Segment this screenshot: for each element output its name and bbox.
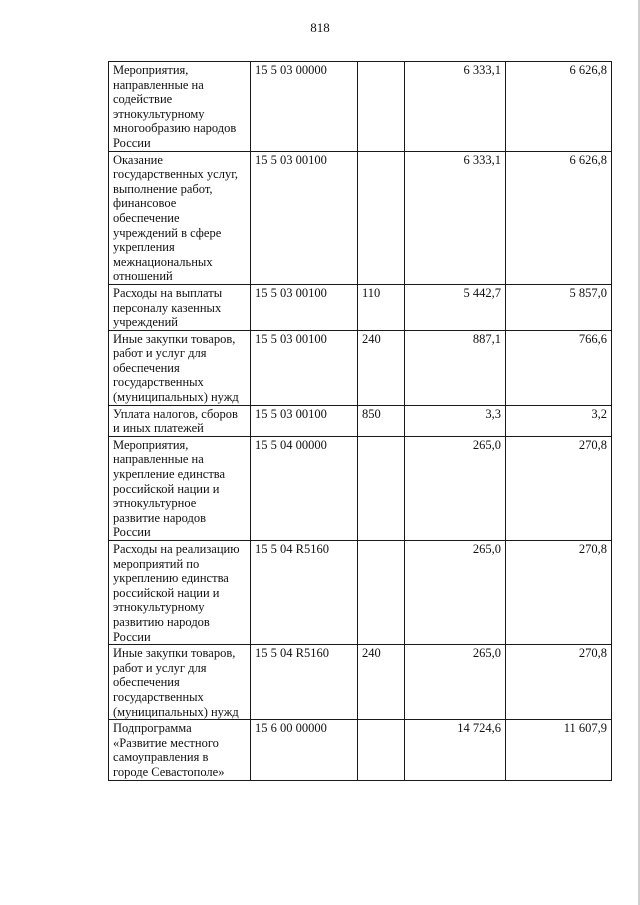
table-row xyxy=(109,62,612,152)
budget-table xyxy=(108,61,612,781)
row-name-line: Иные закупки товаров, xyxy=(113,331,236,346)
row-name-line: развитию народов xyxy=(113,614,210,629)
row-year2-value: 5 857,0 xyxy=(506,284,612,330)
row-name-line: Уплата налогов, сборов xyxy=(113,406,238,421)
row-year1-value: 265,0 xyxy=(405,436,506,540)
table-row xyxy=(109,405,612,436)
row-csr-cell: 15 5 03 00100 xyxy=(251,284,358,330)
row-name-line: российской нации и xyxy=(113,585,220,600)
row-csr-cell: 15 5 03 00100 xyxy=(251,151,358,284)
row-name-line: Иные закупки товаров, xyxy=(113,646,236,661)
row-year1-value: 14 724,6 xyxy=(405,720,506,780)
table-row xyxy=(109,645,612,720)
row-name-line: финансовое xyxy=(113,196,177,211)
row-name-cell xyxy=(109,62,251,152)
row-name-line: межнациональных xyxy=(113,254,213,269)
row-name-line: многообразию народов xyxy=(113,121,237,136)
row-name-cell xyxy=(109,330,251,405)
row-csr-cell: 15 5 03 00100 xyxy=(251,330,358,405)
row-name-line: Расходы на реализацию xyxy=(113,542,240,556)
row-name-line: Подпрограмма xyxy=(113,721,192,736)
row-name-line: самоуправления в xyxy=(113,750,209,765)
row-csr-cell: 15 5 03 00100 xyxy=(251,405,358,436)
row-vr-cell: 240 xyxy=(358,330,405,405)
row-vr-cell xyxy=(358,436,405,540)
row-name-line: обеспечения xyxy=(113,675,180,690)
row-name-line: содействие xyxy=(113,92,173,107)
row-name-line: (муниципальных) нужд xyxy=(113,704,239,719)
row-year1-value: 3,3 xyxy=(405,405,506,436)
row-name-line: отношений xyxy=(113,269,173,284)
row-name-line: развитие народов xyxy=(113,510,207,525)
row-name-line: этнокультурному xyxy=(113,600,205,615)
row-name-cell xyxy=(109,645,251,720)
row-name-line: Мероприятия, xyxy=(113,437,189,452)
row-name-line: направленные на xyxy=(113,452,204,467)
row-year1-value: 6 333,1 xyxy=(405,151,506,284)
row-name-line: государственных xyxy=(113,375,204,390)
row-name-line: Оказание xyxy=(113,152,163,167)
row-name-line: укреплению единства xyxy=(113,571,229,586)
table-row xyxy=(109,284,612,330)
row-vr-cell xyxy=(358,62,405,152)
row-vr-cell: 110 xyxy=(358,284,405,330)
row-name-cell xyxy=(109,436,251,540)
row-year1-value: 5 442,7 xyxy=(405,284,506,330)
row-csr-cell: 15 5 03 00000 xyxy=(251,62,358,152)
row-vr-cell xyxy=(358,151,405,284)
row-csr-cell: 15 5 04 00000 xyxy=(251,436,358,540)
row-name-line: российской нации и xyxy=(113,481,220,496)
budget-table-body xyxy=(109,62,612,781)
row-name-line: России xyxy=(113,629,151,644)
row-name-line: Мероприятия, xyxy=(113,63,189,77)
row-year1-value: 6 333,1 xyxy=(405,62,506,152)
row-name-line: России xyxy=(113,135,151,150)
table-row xyxy=(109,436,612,540)
row-csr-cell: 15 5 04 R5160 xyxy=(251,645,358,720)
row-csr-cell: 15 6 00 00000 xyxy=(251,720,358,780)
row-year2-value: 766,6 xyxy=(506,330,612,405)
row-year2-value: 6 626,8 xyxy=(506,62,612,152)
row-name-line: персоналу казенных xyxy=(113,300,222,315)
row-name-line: Расходы на выплаты xyxy=(113,285,223,300)
row-name-line: обеспечение xyxy=(113,210,180,225)
row-year2-value: 270,8 xyxy=(506,541,612,645)
row-name-line: укрепления xyxy=(113,240,175,255)
row-vr-cell xyxy=(358,541,405,645)
row-name-line: выполнение работ, xyxy=(113,181,213,196)
row-vr-cell xyxy=(358,720,405,780)
row-name-line: городе Севастополе» xyxy=(113,764,225,779)
row-name-line: учреждений xyxy=(113,315,178,330)
row-name-line: государственных услуг, xyxy=(113,167,239,182)
row-csr-cell: 15 5 04 R5160 xyxy=(251,541,358,645)
row-year2-value: 3,2 xyxy=(506,405,612,436)
table-row xyxy=(109,541,612,645)
row-name-cell xyxy=(109,720,251,780)
row-name-line: России xyxy=(113,525,151,540)
row-name-line: государственных xyxy=(113,689,204,704)
table-row xyxy=(109,151,612,284)
row-vr-cell: 850 xyxy=(358,405,405,436)
row-name-line: этнокультурному xyxy=(113,106,205,121)
row-year2-value: 11 607,9 xyxy=(506,720,612,780)
row-name-line: мероприятий по xyxy=(113,556,200,571)
row-name-line: работ и услуг для xyxy=(113,346,207,361)
row-name-line: работ и услуг для xyxy=(113,660,207,675)
row-name-cell xyxy=(109,541,251,645)
row-name-line: (муниципальных) нужд xyxy=(113,390,239,405)
row-name-line: и иных платежей xyxy=(113,421,204,436)
row-name-cell xyxy=(109,284,251,330)
row-year2-value: 270,8 xyxy=(506,645,612,720)
row-name-line: этнокультурное xyxy=(113,496,197,511)
row-year2-value: 6 626,8 xyxy=(506,151,612,284)
row-year2-value: 270,8 xyxy=(506,436,612,540)
table-row xyxy=(109,330,612,405)
row-vr-cell: 240 xyxy=(358,645,405,720)
row-name-line: обеспечения xyxy=(113,360,180,375)
page-number: 818 xyxy=(310,20,330,35)
row-name-line: «Развитие местного xyxy=(113,735,219,750)
row-name-line: направленные на xyxy=(113,77,204,92)
table-row xyxy=(109,720,612,780)
row-year1-value: 887,1 xyxy=(405,330,506,405)
row-name-cell xyxy=(109,405,251,436)
row-year1-value: 265,0 xyxy=(405,645,506,720)
row-name-cell xyxy=(109,151,251,284)
row-name-line: учреждений в сфере xyxy=(113,225,222,240)
row-year1-value: 265,0 xyxy=(405,541,506,645)
row-name-line: укрепление единства xyxy=(113,467,226,482)
